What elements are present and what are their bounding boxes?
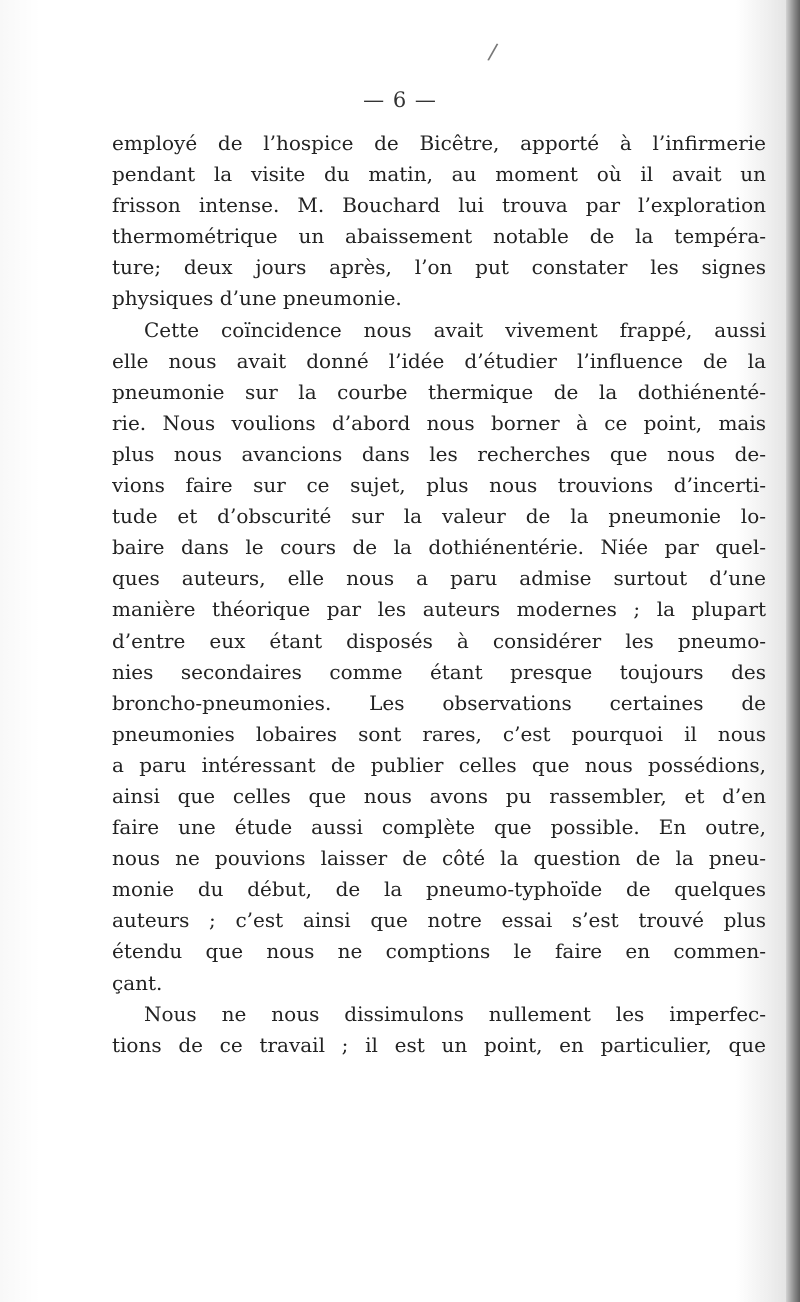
paragraph-start-line: Cette coïncidence nous avait vivement frappé, aussi	[144, 317, 766, 342]
text-line: pneumonies lobaires sont rares, c’est pourquoi il nous	[112, 721, 766, 746]
text-line: auteurs ; c’est ainsi que notre essai s’est trouvé plus	[112, 908, 766, 933]
text-line: ainsi que celles que nous avons pu rassembler, et d’en	[112, 783, 766, 808]
text-line: d’entre eux étant disposés à considérer les pneumo-	[112, 628, 766, 653]
text-line: plus nous avancions dans les recherches que nous de-	[112, 441, 766, 466]
page-edge-shadow	[786, 0, 800, 1302]
text-line: baire dans le cours de la dothiénentérie. Niée par quel-	[112, 535, 766, 560]
text-line: nous ne pouvions laisser de côté la question de la pneu-	[112, 846, 766, 871]
paragraph-start-line: Nous ne nous dissimulons nullement les imperfec-	[144, 1001, 766, 1026]
text-line: çant.	[112, 970, 163, 995]
text-line: tude et d’obscurité sur la valeur de la pneumonie lo-	[112, 504, 766, 529]
body-text	[112, 128, 766, 1061]
text-line: broncho-pneumonies. Les observations certaines de	[112, 690, 766, 715]
text-line: ture; deux jours après, l’on put constater les signes	[112, 255, 766, 280]
text-line: tions de ce travail ; il est un point, en particulier, que	[112, 1032, 766, 1057]
text-line: rie. Nous voulions d’abord nous borner à ce point, mais	[112, 410, 766, 435]
stray-pen-mark: /	[486, 39, 499, 66]
text-line: frisson intense. M. Bouchard lui trouva par l’exploration	[112, 193, 766, 218]
text-line: monie du début, de la pneumo-typhoïde de quelques	[112, 877, 766, 902]
text-line: ques auteurs, elle nous a paru admise surtout d’une	[112, 566, 766, 591]
text-line: employé de l’hospice de Bicêtre, apporté à l’infirmerie	[112, 131, 766, 155]
page-number: — 6 —	[363, 88, 437, 112]
text-line: vions faire sur ce sujet, plus nous trouvions d’incerti-	[112, 473, 766, 498]
text-line: nies secondaires comme étant presque toujours des	[112, 659, 766, 684]
text-line: physiques d’une pneumonie.	[112, 286, 402, 311]
text-line: manière théorique par les auteurs modernes ; la plupart	[112, 597, 766, 622]
text-line: thermométrique un abaissement notable de la tempéra-	[112, 224, 766, 249]
text-line: pendant la visite du matin, au moment où il avait un	[112, 162, 766, 187]
text-line: pneumonie sur la courbe thermique de la dothiénenté-	[112, 379, 766, 404]
text-line: étendu que nous ne comptions le faire en commen-	[112, 939, 766, 964]
text-line: faire une étude aussi complète que possible. En outre,	[112, 815, 766, 840]
text-line: a paru intéressant de publier celles que nous possédions,	[112, 752, 766, 777]
text-line: elle nous avait donné l’idée d’étudier l’influence de la	[112, 348, 766, 373]
